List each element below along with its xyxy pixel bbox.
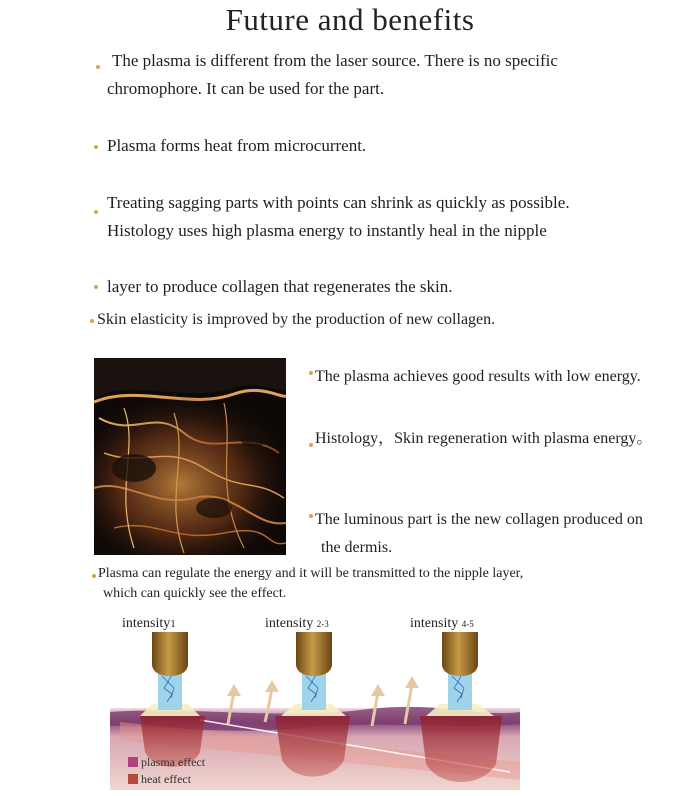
- bullet-dot: [309, 371, 313, 375]
- paragraph-line: Histology uses high plasma energy to instantly heal in the nipple: [107, 221, 547, 240]
- bullet-dot: [309, 514, 313, 518]
- intensity-level: 4-5: [461, 619, 474, 629]
- bullet-dot: [92, 574, 96, 578]
- legend-plasma-effect: plasma effect: [128, 755, 205, 770]
- bullet-dot: [96, 65, 100, 69]
- intensity-level: 1: [170, 618, 176, 630]
- legend-swatch: [128, 774, 138, 784]
- legend-heat-effect: heat effect: [128, 772, 191, 787]
- paragraph-line: Skin elasticity is improved by the production of new collagen.: [97, 311, 496, 328]
- caption-line: the dermis.: [321, 539, 393, 556]
- legend-swatch: [128, 757, 138, 767]
- paragraph-line: Plasma forms heat from microcurrent.: [107, 136, 367, 155]
- caption-line: Histology，Skin regeneration with plasma energy。: [315, 430, 653, 447]
- bullet-dot: [90, 319, 94, 323]
- bullet-dot: [94, 210, 98, 214]
- histology-photo: [94, 358, 286, 555]
- bullet-dot: [94, 145, 98, 149]
- bullet-dot: [309, 443, 313, 447]
- intensity-label-1: intensity1: [122, 616, 176, 631]
- intensity-label-2: intensity 2-3: [265, 616, 329, 631]
- bullet-dot: [94, 285, 98, 289]
- paragraph-line: layer to produce collagen that regenerates the skin.: [107, 277, 453, 296]
- diagram-intro: which can quickly see the effect.: [103, 586, 287, 601]
- diagram-intro: Plasma can regulate the energy and it will be transmitted to the nipple layer,: [98, 566, 524, 581]
- intensity-label-3: intensity 4-5: [410, 616, 474, 631]
- page-title: Future and benefits: [225, 2, 475, 37]
- paragraph-line: Treating sagging parts with points can shrink as quickly as possible.: [107, 193, 570, 212]
- caption-line: The plasma achieves good results with low energy.: [315, 368, 641, 385]
- intensity-level: 2-3: [316, 619, 329, 629]
- caption-line: The luminous part is the new collagen produced on: [315, 511, 643, 528]
- paragraph-line: The plasma is different from the laser source. There is no specific: [112, 51, 558, 70]
- paragraph-line: chromophore. It can be used for the part.: [107, 79, 385, 98]
